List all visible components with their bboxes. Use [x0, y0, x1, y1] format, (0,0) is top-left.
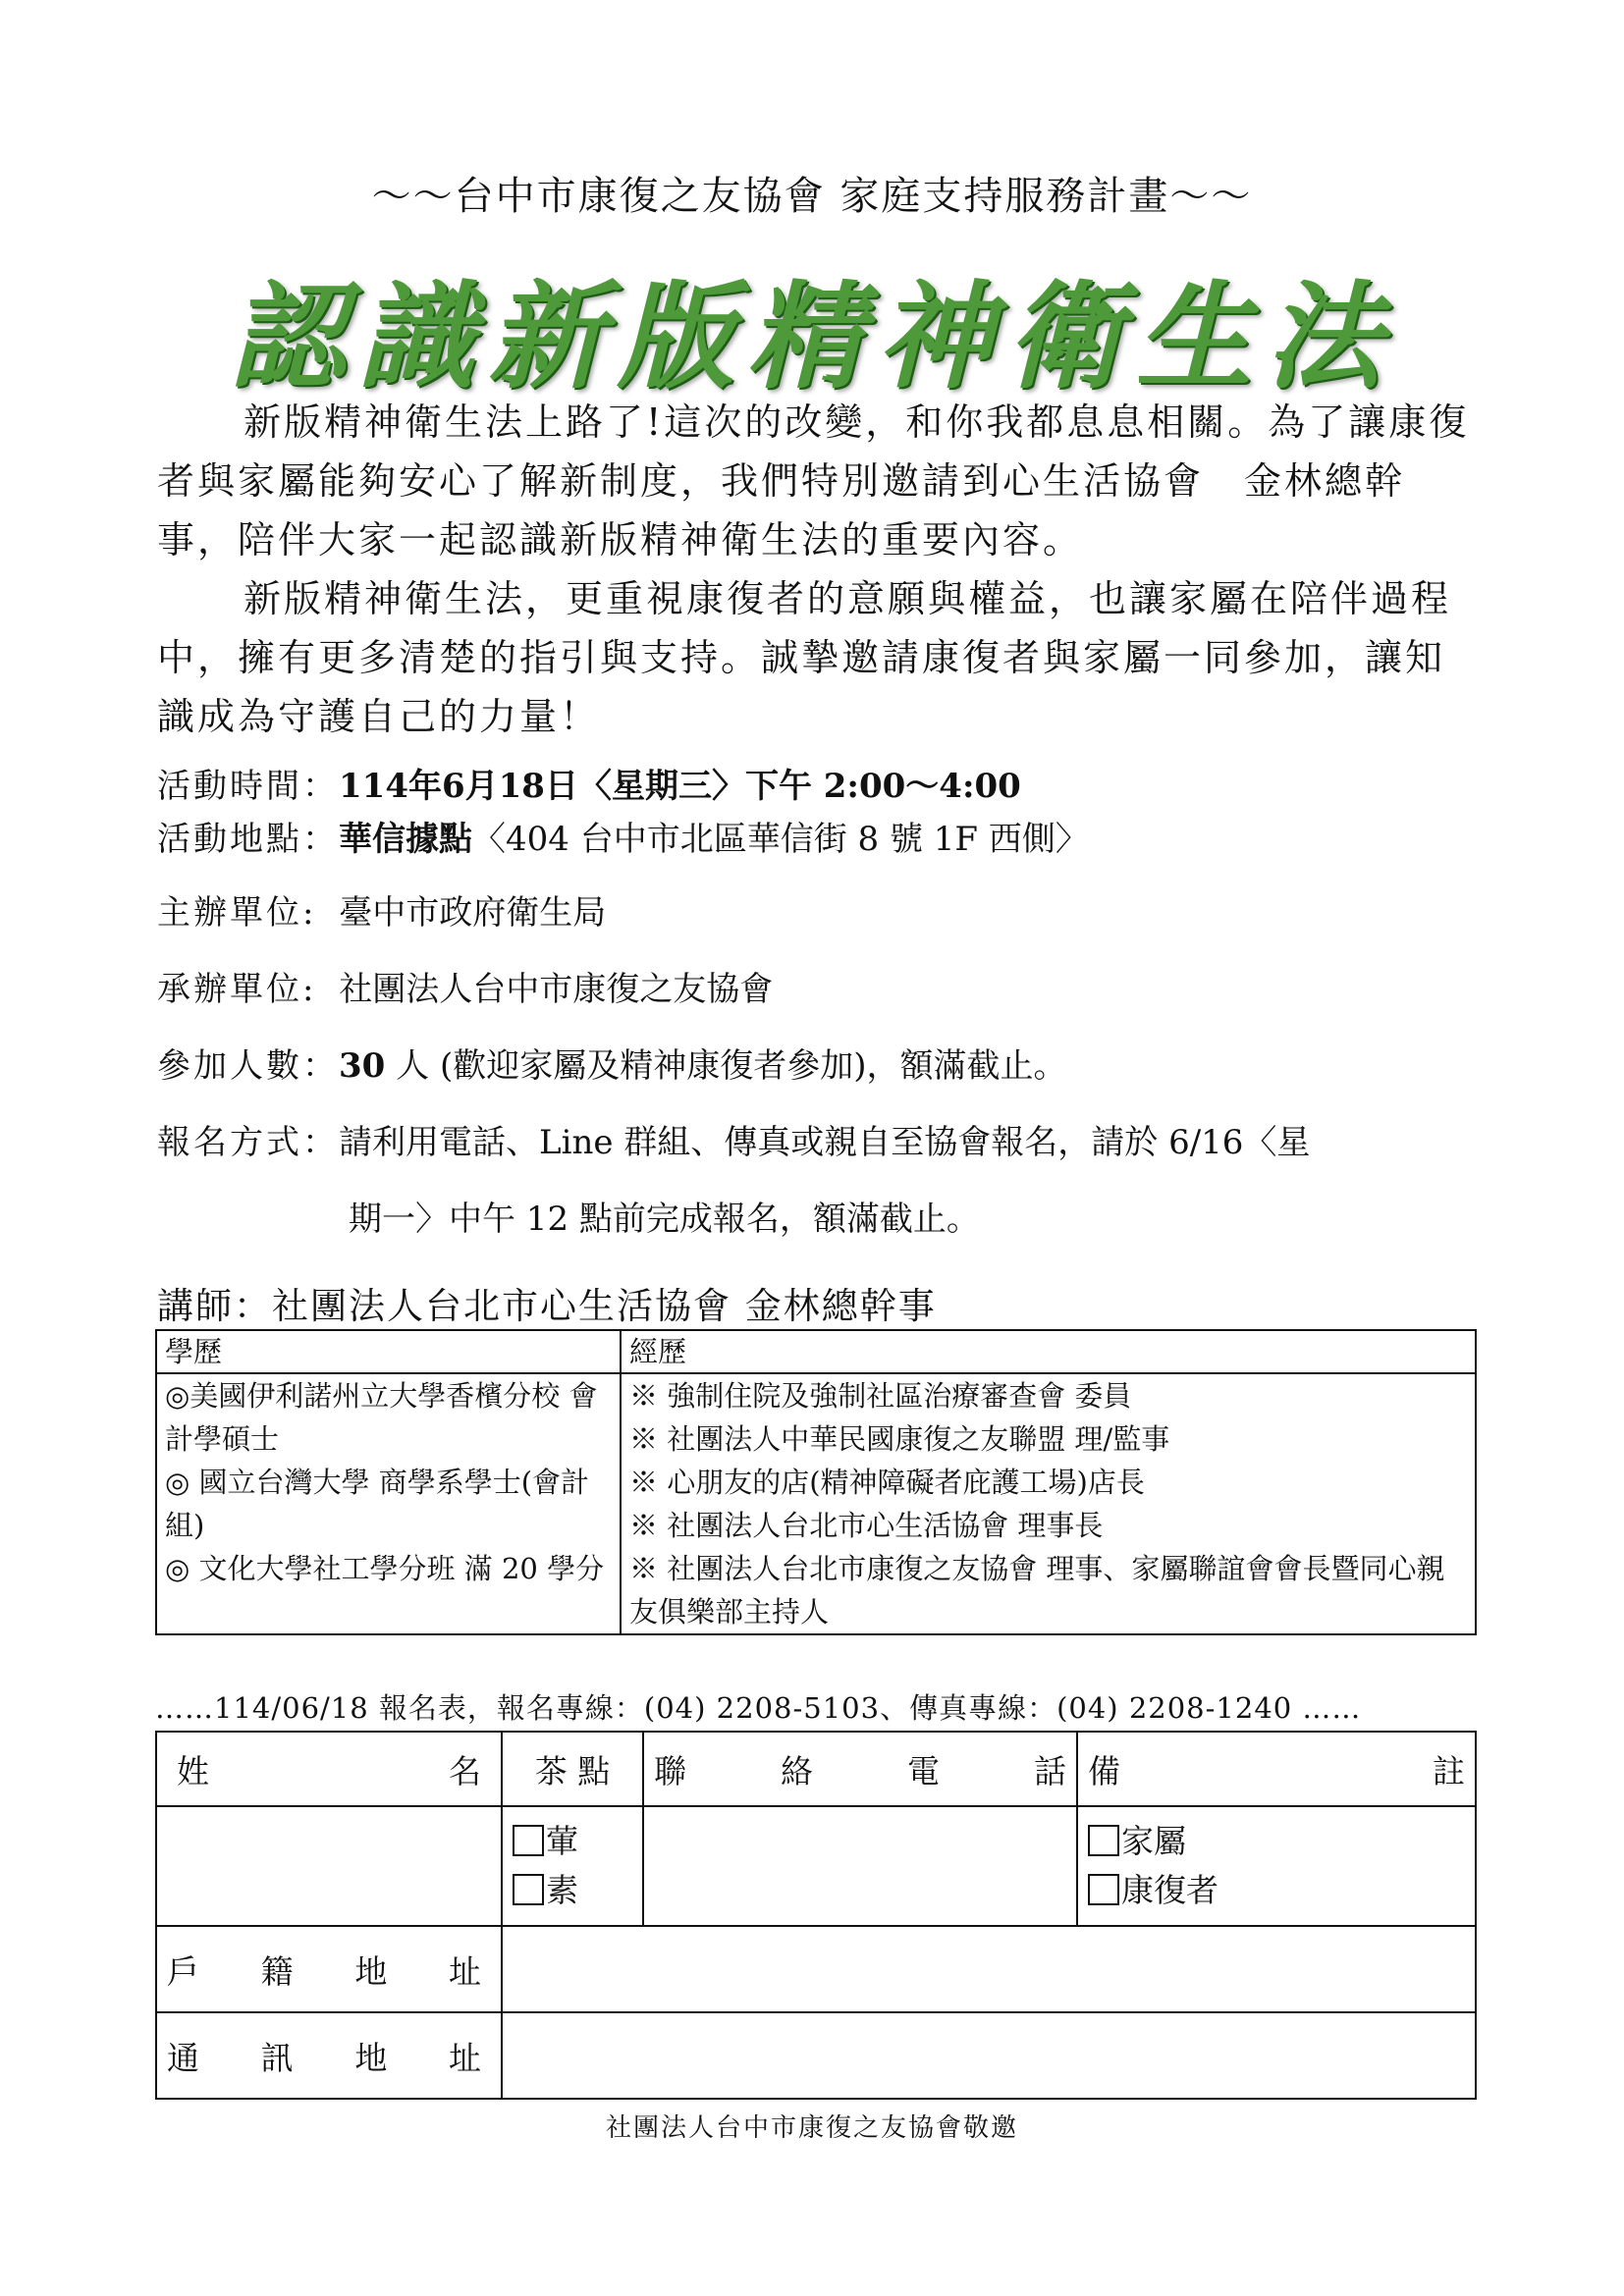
event-place-name: 華信據點 [339, 820, 472, 859]
page-title: 認識新版精神衛生法 [228, 268, 1395, 404]
option-label: 葷 [546, 1822, 578, 1860]
mailing-address-label [156, 2012, 502, 2099]
label-char: 地 [354, 2038, 388, 2077]
option-label: 素 [546, 1871, 578, 1909]
checkbox[interactable] [1088, 1825, 1119, 1856]
education-header: 學歷 [156, 1330, 621, 1373]
signup-method-cont [349, 1192, 1478, 1240]
option-label: 康復者 [1121, 1871, 1218, 1909]
experience-list [621, 1373, 1476, 1634]
label-char: 通 [167, 2038, 199, 2077]
capacity-text: 人 (歡迎家屬及精神康復者參加)，額滿截止。 [396, 1046, 1067, 1086]
name-field[interactable] [156, 1806, 502, 1926]
phone-header-char: 聯 [654, 1751, 686, 1790]
event-place-label: 活動地點： [157, 820, 339, 859]
label-char: 戶 [167, 1951, 199, 1991]
note-options [1077, 1806, 1476, 1926]
note-header [1077, 1732, 1476, 1806]
experience-item: ※ 心朋友的店(精神障礙者庇護工場)店長 [629, 1466, 1145, 1499]
label-char: 訊 [260, 2038, 294, 2077]
label-char: 址 [448, 1951, 481, 1991]
event-place-address: 〈404 台中市北區華信街 8 號 1F 西側〉 [472, 820, 1089, 859]
phone-header [643, 1732, 1077, 1806]
note-header-char: 註 [1433, 1751, 1465, 1790]
co-organizer [157, 962, 1478, 1010]
footer-signature: 社團法人台中市康復之友協會敬邀 [605, 2113, 1018, 2143]
phone-header-char: 電 [907, 1751, 940, 1790]
experience-item: ※ 社團法人中華民國康復之友聯盟 理/監事 [629, 1422, 1170, 1456]
intro-paragraph: 新版精神衛生法，更重視康復者的意願與權益，也讓家屬在陪伴過程中，擁有更多清楚的指引與支持。誠摯邀請康復者與家屬一同參加，讓知識成為守護自己的力量！ [157, 577, 1452, 738]
snack-option-meat[interactable] [513, 1817, 632, 1866]
event-time-label: 活動時間： [157, 767, 339, 806]
registration-line: ……114/06/18 報名表，報名專線：(04) 2208-5103、傳真專線：(04) 2208-1240 …… [155, 1691, 1362, 1725]
organizer-value: 臺中市政府衛生局 [339, 893, 607, 933]
checkbox[interactable] [1088, 1874, 1119, 1905]
household-address-field[interactable] [502, 1926, 1476, 2012]
checkbox[interactable] [513, 1825, 544, 1856]
label-char: 地 [354, 1951, 388, 1991]
co-organizer-label: 承辦單位: [157, 970, 317, 1009]
event-time [157, 759, 1478, 807]
experience-header: 經歷 [621, 1330, 1476, 1373]
lecturer-heading: 講師：社團法人台北市心生活協會 金林總幹事 [157, 1285, 937, 1327]
snack-header: 茶 點 [502, 1732, 643, 1806]
capacity [157, 1039, 1478, 1087]
intro-text [157, 393, 1478, 746]
household-address-label [156, 1926, 502, 2012]
label-char: 址 [448, 2038, 481, 2077]
experience-item: ※ 社團法人台北市心生活協會 理事長 [629, 1509, 1104, 1542]
experience-item: ※ 強制住院及強制社區治療審查會 委員 [629, 1379, 1132, 1413]
note-option-family[interactable] [1088, 1817, 1465, 1866]
experience-item: ※ 社團法人台北市康復之友協會 理事、家屬聯誼會會長暨同心親友俱樂部主持人 [629, 1552, 1445, 1629]
event-place [157, 812, 1478, 860]
note-option-recovered[interactable] [1088, 1866, 1465, 1915]
checkbox[interactable] [513, 1874, 544, 1905]
signup-method [157, 1115, 1478, 1163]
name-header-char: 姓 [177, 1751, 209, 1790]
signup-label: 報名方式： [157, 1123, 339, 1162]
organizer [157, 885, 1478, 934]
option-label: 家屬 [1121, 1822, 1186, 1860]
note-header-char: 備 [1088, 1751, 1120, 1790]
name-header [156, 1732, 502, 1806]
registration-form [155, 1731, 1477, 2100]
name-header-char: 名 [449, 1751, 481, 1790]
lecturer-bio-table [155, 1329, 1477, 1635]
program-header: ～～台中市康復之友協會 家庭支持服務計畫～～ [371, 174, 1253, 219]
co-organizer-value: 社團法人台中市康復之友協會 [339, 970, 774, 1009]
intro-paragraph: 新版精神衛生法上路了!這次的改變，和你我都息息相關。為了讓康復者與家屬能夠安心了解新制度，我們特別邀請到心生活協會 金林總幹事，陪伴大家一起認識新版精神衛生法的重要內容。 [157, 400, 1470, 561]
phone-header-char: 話 [1034, 1751, 1066, 1790]
event-time-value: 114年6月18日〈星期三〉下午 2:00～4:00 [339, 767, 1021, 806]
phone-header-char: 絡 [781, 1751, 813, 1790]
snack-option-vegetarian[interactable] [513, 1866, 632, 1915]
organizer-label: 主辦單位: [157, 893, 317, 933]
signup-text: 請利用電話、Line 群組、傳真或親自至協會報名，請於 6/16〈星 [339, 1123, 1311, 1162]
capacity-number: 30 [339, 1046, 386, 1086]
capacity-label: 參加人數： [157, 1046, 339, 1086]
phone-field[interactable] [643, 1806, 1077, 1926]
signup-text-cont: 期一〉中午 12 點前完成報名，額滿截止。 [349, 1200, 980, 1239]
label-char: 籍 [260, 1951, 294, 1991]
education-list: ◎美國伊利諾州立大學香檳分校 會計學碩士 ◎ 國立台灣大學 商學系學士(會計組) ◎ 文化大學社工學分班 滿 20 學分 [156, 1373, 621, 1634]
snack-options [502, 1806, 643, 1926]
mailing-address-field[interactable] [502, 2012, 1476, 2099]
